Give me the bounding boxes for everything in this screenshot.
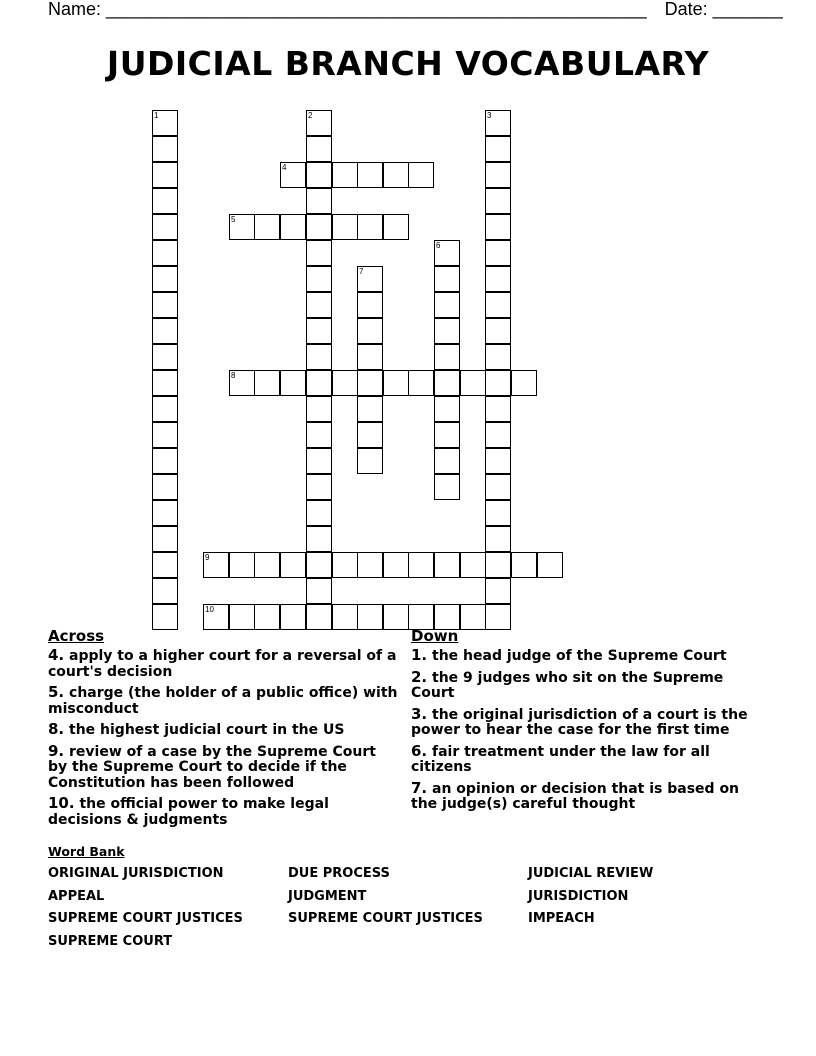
clue-number: 4 <box>282 163 287 172</box>
down-clue <box>411 667 761 702</box>
across-clue <box>48 722 398 739</box>
crossword-cell[interactable] <box>485 240 511 266</box>
crossword-cell[interactable] <box>537 552 563 578</box>
crossword-cell[interactable] <box>408 552 434 578</box>
crossword-cell[interactable] <box>485 266 511 292</box>
crossword-cell[interactable] <box>152 448 178 474</box>
crossword-cell[interactable] <box>306 604 332 630</box>
clue-text: apply to a higher court for a reversal of a court's decision <box>48 648 397 680</box>
crossword-cell[interactable] <box>306 292 332 318</box>
clue-text: charge (the holder of a public office) with misconduct <box>48 685 398 717</box>
crossword-cell[interactable] <box>152 318 178 344</box>
crossword-cell[interactable] <box>152 422 178 448</box>
clue-text: fair treatment under the law for all citizens <box>411 743 710 775</box>
crossword-cell[interactable] <box>485 396 511 422</box>
clue-num: 8. <box>48 720 65 738</box>
word-bank-item: SUPREME COURT JUSTICES <box>48 911 243 926</box>
crossword-cell[interactable] <box>485 214 511 240</box>
crossword-cell[interactable] <box>306 240 332 266</box>
crossword-cell[interactable] <box>306 136 332 162</box>
clue-num: 2. <box>411 667 428 686</box>
crossword-cell[interactable] <box>485 578 511 604</box>
clue-number: 1 <box>154 111 159 120</box>
clue-num: 10. <box>48 794 75 812</box>
clue-num: 3. <box>411 704 428 723</box>
word-bank-item: SUPREME COURT JUSTICES <box>288 911 483 926</box>
down-clues <box>411 628 761 818</box>
crossword-cell[interactable] <box>434 318 460 344</box>
crossword-cell[interactable] <box>460 552 486 578</box>
crossword-cell[interactable] <box>254 214 280 240</box>
crossword-cell[interactable] <box>485 370 511 396</box>
crossword-cell[interactable] <box>383 214 409 240</box>
word-bank-item: DUE PROCESS <box>288 866 390 881</box>
crossword-cell[interactable] <box>152 266 178 292</box>
crossword-cell[interactable] <box>357 552 383 578</box>
crossword-cell[interactable] <box>434 422 460 448</box>
crossword-cell[interactable] <box>152 474 178 500</box>
word-bank-item: JUDICIAL REVIEW <box>528 866 654 881</box>
crossword-cell[interactable] <box>152 240 178 266</box>
crossword-cell[interactable] <box>434 370 460 396</box>
crossword-cell[interactable] <box>306 344 332 370</box>
clue-num: 6. <box>411 741 428 760</box>
crossword-cell[interactable] <box>152 162 178 188</box>
clue-num: 4. <box>48 646 65 664</box>
crossword-cell[interactable] <box>332 552 358 578</box>
clue-text: the 9 judges who sit on the Supreme Court <box>411 669 724 701</box>
clue-num: 7. <box>411 778 428 797</box>
clue-num: 9. <box>48 741 65 760</box>
clue-text: the original jurisdiction of a court is the power to hear the case for the first time <box>411 706 748 738</box>
crossword-cell[interactable] <box>357 162 383 188</box>
word-bank-item: ORIGINAL JURISDICTION <box>48 866 224 881</box>
crossword-cell[interactable] <box>485 604 511 630</box>
across-clue <box>48 648 398 680</box>
crossword-cell[interactable] <box>485 474 511 500</box>
crossword-cell[interactable] <box>306 500 332 526</box>
clue-text: the official power to make legal decisions & judgments <box>48 796 329 828</box>
crossword-cell[interactable] <box>306 318 332 344</box>
crossword-cell[interactable] <box>203 552 229 578</box>
crossword-cell[interactable] <box>485 448 511 474</box>
crossword-cell[interactable] <box>229 552 255 578</box>
crossword-cell[interactable] <box>280 604 306 630</box>
word-bank-item: JUDGMENT <box>288 888 367 904</box>
crossword-cell[interactable] <box>152 552 178 578</box>
crossword-cell[interactable] <box>306 370 332 396</box>
crossword-cell[interactable] <box>152 604 178 630</box>
word-bank <box>48 866 768 950</box>
crossword-cell[interactable] <box>203 604 229 630</box>
crossword-cell[interactable] <box>485 526 511 552</box>
clue-number: 9 <box>205 553 210 562</box>
down-clue <box>411 648 761 665</box>
crossword-cell[interactable] <box>357 292 383 318</box>
crossword-cell[interactable] <box>306 526 332 552</box>
crossword-cell[interactable] <box>357 604 383 630</box>
clue-num: 5. <box>48 683 65 701</box>
crossword-cell[interactable] <box>383 370 409 396</box>
crossword-cell[interactable] <box>485 292 511 318</box>
crossword-cell[interactable] <box>306 422 332 448</box>
crossword-cell[interactable] <box>408 370 434 396</box>
across-clue <box>48 796 398 828</box>
crossword-cell[interactable] <box>152 344 178 370</box>
crossword-cell[interactable] <box>357 396 383 422</box>
crossword-cell[interactable] <box>485 188 511 214</box>
crossword-cell[interactable] <box>254 370 280 396</box>
crossword-cell[interactable] <box>280 552 306 578</box>
down-clue <box>411 704 761 739</box>
crossword-cell[interactable] <box>306 162 332 188</box>
clue-num: 1. <box>411 646 428 664</box>
crossword-cell[interactable] <box>485 422 511 448</box>
crossword-cell[interactable] <box>152 214 178 240</box>
crossword-cell[interactable] <box>152 110 178 136</box>
crossword-cell[interactable] <box>460 604 486 630</box>
crossword-cell[interactable] <box>152 578 178 604</box>
crossword-cell[interactable] <box>434 240 460 266</box>
crossword-cell[interactable] <box>511 552 537 578</box>
clue-text: the head judge of the Supreme Court <box>427 648 727 664</box>
crossword-cell[interactable] <box>485 500 511 526</box>
crossword-cell[interactable] <box>306 214 332 240</box>
across-clue <box>48 685 398 717</box>
crossword-cell[interactable] <box>280 214 306 240</box>
crossword-cell[interactable] <box>332 370 358 396</box>
crossword-cell[interactable] <box>306 552 332 578</box>
crossword-cell[interactable] <box>485 344 511 370</box>
word-bank-item: JURISDICTION <box>528 888 629 904</box>
crossword-cell[interactable] <box>152 370 178 396</box>
crossword-cell[interactable] <box>434 344 460 370</box>
crossword-cell[interactable] <box>434 474 460 500</box>
crossword-cell[interactable] <box>306 266 332 292</box>
crossword-cell[interactable] <box>254 552 280 578</box>
crossword-cell[interactable] <box>229 604 255 630</box>
clue-number: 8 <box>231 371 236 380</box>
page-title: JUDICIAL BRANCH VOCABULARY <box>106 44 710 83</box>
crossword-cell[interactable] <box>434 396 460 422</box>
crossword-cell[interactable] <box>511 370 537 396</box>
crossword-cell[interactable] <box>306 578 332 604</box>
clue-text: the highest judicial court in the US <box>64 722 345 738</box>
down-clue <box>411 778 761 813</box>
crossword-cell[interactable] <box>357 318 383 344</box>
crossword-cell[interactable] <box>383 552 409 578</box>
clue-number: 6 <box>436 241 441 250</box>
crossword-cell[interactable] <box>152 136 178 162</box>
crossword-cell[interactable] <box>280 162 306 188</box>
crossword-cell[interactable] <box>485 318 511 344</box>
crossword-cell[interactable] <box>485 136 511 162</box>
crossword-cell[interactable] <box>434 266 460 292</box>
word-bank-item: SUPREME COURT <box>48 933 173 949</box>
word-bank-item: IMPEACH <box>528 911 595 926</box>
crossword-cell[interactable] <box>460 370 486 396</box>
word-bank-title: Word Bank <box>48 844 125 859</box>
crossword-cell[interactable] <box>434 292 460 318</box>
clue-number: 2 <box>308 111 313 120</box>
crossword-cell[interactable] <box>152 396 178 422</box>
clue-number: 10 <box>205 605 214 614</box>
clue-text: an opinion or decision that is based on the judge(s) careful thought <box>411 780 740 812</box>
crossword-cell[interactable] <box>306 188 332 214</box>
clue-number: 5 <box>231 215 236 224</box>
crossword-cell[interactable] <box>485 552 511 578</box>
crossword-cell[interactable] <box>434 448 460 474</box>
crossword-cell[interactable] <box>229 370 255 396</box>
crossword-cell[interactable] <box>357 370 383 396</box>
crossword-cell[interactable] <box>306 474 332 500</box>
crossword-cell[interactable] <box>485 110 511 136</box>
crossword-cell[interactable] <box>152 292 178 318</box>
crossword-cell[interactable] <box>357 448 383 474</box>
down-clue <box>411 741 761 776</box>
clue-number: 7 <box>359 267 364 276</box>
crossword-cell[interactable] <box>152 500 178 526</box>
down-heading: Down <box>411 627 459 645</box>
date-field: Date: _______ <box>664 0 783 19</box>
crossword-cell[interactable] <box>306 110 332 136</box>
crossword-cell[interactable] <box>332 214 358 240</box>
clue-number: 3 <box>487 111 492 120</box>
crossword-cell[interactable] <box>152 188 178 214</box>
crossword-cell[interactable] <box>357 344 383 370</box>
crossword-cell[interactable] <box>357 214 383 240</box>
crossword-cell[interactable] <box>229 214 255 240</box>
crossword-cell[interactable] <box>152 526 178 552</box>
crossword-cell[interactable] <box>357 266 383 292</box>
crossword-cell[interactable] <box>408 162 434 188</box>
word-bank-item: APPEAL <box>48 888 105 904</box>
crossword-cell[interactable] <box>306 448 332 474</box>
crossword-cell[interactable] <box>434 552 460 578</box>
crossword-cell[interactable] <box>332 162 358 188</box>
name-field: Name: ______________________________________________________ <box>48 0 647 19</box>
crossword-cell[interactable] <box>357 422 383 448</box>
crossword-cell[interactable] <box>383 162 409 188</box>
crossword-cell[interactable] <box>254 604 280 630</box>
across-heading: Across <box>48 627 105 645</box>
across-clue <box>48 741 398 792</box>
crossword-cell[interactable] <box>306 396 332 422</box>
crossword-cell[interactable] <box>383 604 409 630</box>
crossword-cell[interactable] <box>485 162 511 188</box>
crossword-cell[interactable] <box>280 370 306 396</box>
clue-text: review of a case by the Supreme Court by the Supreme Court to decide if the Constitution has been followed <box>48 743 376 791</box>
crossword-cell[interactable] <box>332 604 358 630</box>
across-clues <box>48 628 398 833</box>
